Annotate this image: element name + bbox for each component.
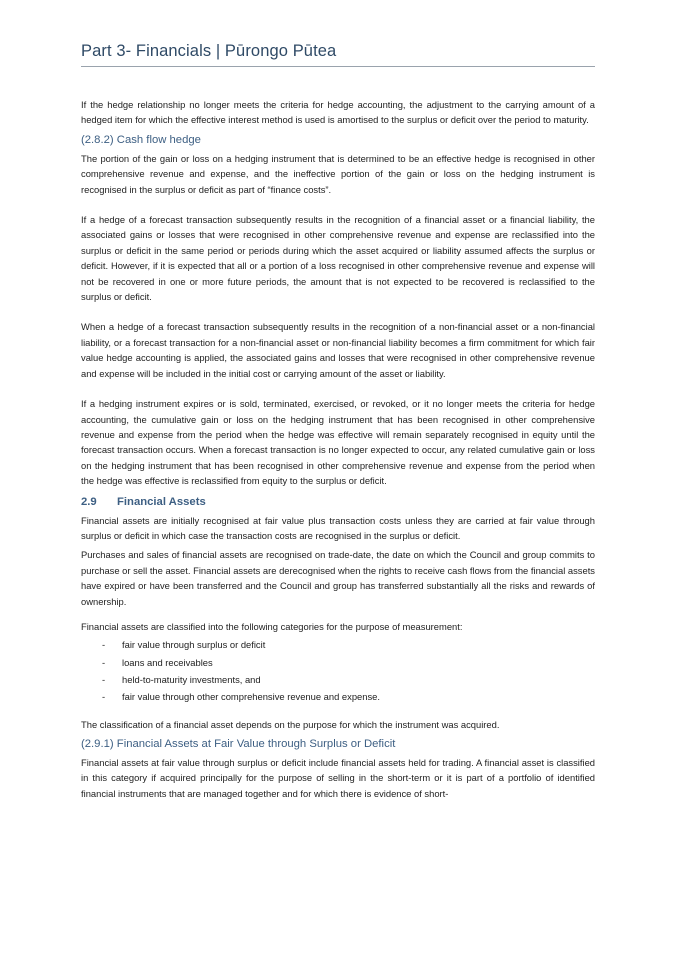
heading-cash-flow-hedge: (2.8.2) Cash flow hedge [81,133,201,146]
paragraph-fvtsd-1: Financial assets at fair value through surplus or deficit include financial assets held for trading. A financial asset is classified in this category if acquired principally for the purpose of selling in the short-term or it is part of a portfolio of identified financial instruments that are managed together and for which there is evidence of short- [81,756,595,799]
paragraph-cash-flow-1: The portion of the gain or loss on a hedging instrument that is determined to be an effective hedge is recognised in other comprehensive revenue and expense, and the ineffective portion of the gain or loss on the hedging instrument is recognised in the surplus or deficit as part of “finance costs”. [81,152,595,195]
page-title: Part 3- Financials | Pūrongo Pūtea [81,42,337,60]
list-item: - fair value through other comprehensive revenue and expense. [81,688,595,705]
category-list [81,636,595,705]
page-header [81,42,595,67]
document-body [81,97,595,801]
heading-financial-assets [81,496,595,508]
section-title: Financial Assets [117,495,206,508]
paragraph-cash-flow-2: If a hedge of a forecast transaction subsequently results in the recognition of a financial asset or a financial liability, the associated gains or losses that were recognised in other comprehensive revenue and expense are reclassified into the surplus or deficit in the same period or periods during which the asset acquired or liability assumed affects the surplus or deficit. However, if it is expected that all or a portion of a loss recognised in other comprehensive revenue and expense will not be recovered in one or more future periods, the amount that is not expected to be recovered is reclassified to the surplus or deficit. [81,214,595,303]
paragraph-fa-1: Financial assets are initially recognised at fair value plus transaction costs unless they are carried at fair value through surplus or deficit in which case the transaction costs are recognised in the surplus or deficit. [81,514,595,541]
paragraph-fa-3: Financial assets are classified into the following categories for the purpose of measurement: [81,620,463,632]
list-item: - held-to-maturity investments, and [81,671,595,688]
list-item: - fair value through surplus or deficit [81,636,595,653]
paragraph-cash-flow-3: When a hedge of a forecast transaction subsequently results in the recognition of a non-financial asset or a non-financial liability, or a forecast transaction for a non-financial asset or non-financial liability becomes a firm commitment for which fair value hedge accounting is applied, the associated gains and losses that were recognised in other comprehensive revenue and expense will be included in the initial cost or carrying amount of the asset or liability. [81,321,595,379]
paragraph-fa-4: The classification of a financial asset depends on the purpose for which the instrument was acquired. [81,718,500,730]
paragraph-cash-flow-4: If a hedging instrument expires or is sold, terminated, exercised, or revoked, or it no longer meets the criteria for hedge accounting, the cumulative gain or loss on the hedging instrument that has been recognised in other comprehensive revenue and expense from the period when the hedge was effective will remain separately recognised in equity until the forecast transaction occurs. When a forecast transaction is no longer expected to occur, any related cumulative gain or loss on the hedging instrument that has been recognised in other comprehensive revenue and expense from the period when the hedge was effective is reclassified from equity to the surplus or deficit. [81,398,595,487]
list-item: - loans and receivables [81,654,595,671]
paragraph-hedge-intro: If the hedge relationship no longer meets the criteria for hedge accounting, the adjustment to the carrying amount of a hedged item for which the effective interest method is used is amortised to the surplus or deficit over the period to maturity. [81,99,595,126]
heading-fvtsd: (2.9.1) Financial Assets at Fair Value through Surplus or Deficit [81,737,396,750]
paragraph-fa-2: Purchases and sales of financial assets are recognised on trade-date, the date on which the Council and group commits to purchase or sell the asset. Financial assets are derecognised when the rights to receive cash flows from the financial assets have expired or have been transferred and the Council and group has transferred substantially all the risks and rewards of ownership. [81,549,595,607]
section-number: 2.9 [81,495,97,508]
